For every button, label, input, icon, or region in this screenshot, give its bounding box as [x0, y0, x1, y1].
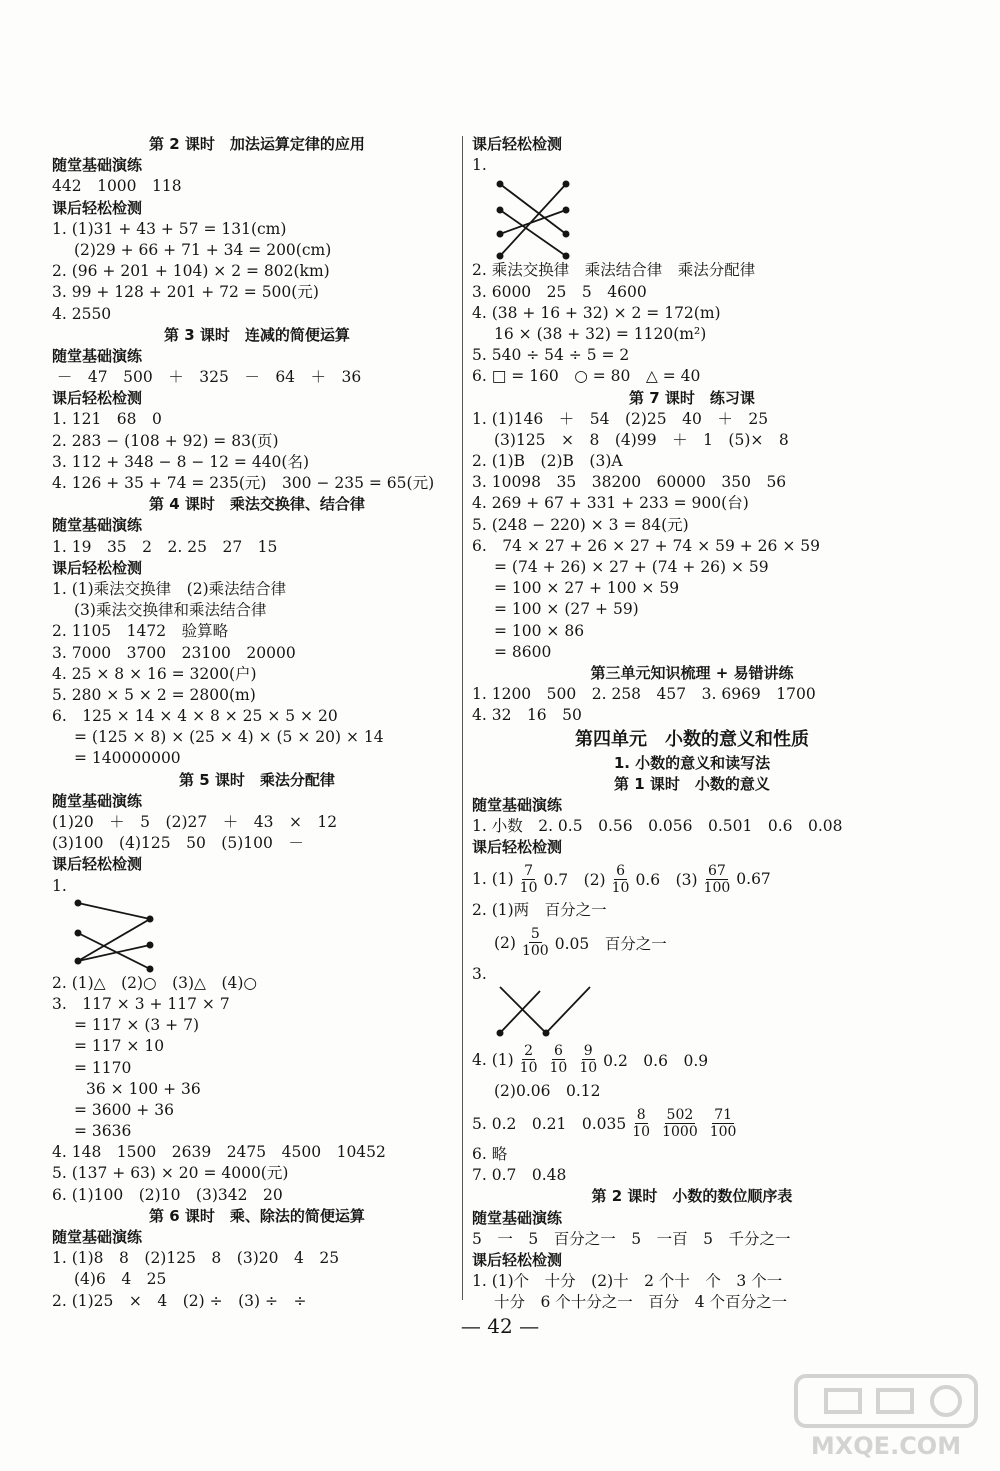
diagram-line: [500, 184, 566, 256]
numerator: 6: [553, 1043, 563, 1060]
answer-line: 6. 74 × 27 + 26 × 27 + 74 × 59 + 26 × 59: [472, 536, 820, 555]
answer-line: 5. 280 × 5 × 2 = 2800(m): [52, 685, 256, 704]
answer-line: 3. 99 + 128 + 201 + 72 = 500(元): [52, 283, 319, 302]
section-heading: 课后轻松检测: [472, 838, 563, 857]
answer-line: = (74 + 26) × 27 + (74 + 26) × 59: [494, 558, 769, 576]
answer-line: 3. 6000 25 5 4600: [472, 282, 647, 301]
answer-line: 3. 7000 3700 23100 20000: [52, 643, 296, 662]
answer-line: 2. 283 − (108 + 92) = 83(页): [52, 431, 279, 450]
diagram-line: [546, 987, 590, 1033]
answer-line: = 1170: [74, 1058, 132, 1077]
answer-line: 5 一 5 百分之一 5 一百 5 千分之一: [472, 1229, 791, 1248]
left-column: [52, 134, 462, 1312]
numerator: 71: [714, 1106, 733, 1123]
fraction: [702, 863, 733, 896]
answer-line: 1. (1)乘法交换律 (2)乘法结合律: [52, 579, 287, 598]
chapter-title: 1. 小数的意义和读写法: [613, 753, 771, 772]
section-heading: 随堂基础演练: [472, 795, 563, 814]
answer-line: [472, 1039, 912, 1081]
answer-line: 5. (248 − 220) × 3 = 84(元): [472, 515, 689, 534]
numerator: 6: [616, 862, 625, 879]
answer-line: 2. (1)25 × 4 (2) ÷ (3) ÷ ÷: [52, 1291, 307, 1310]
denominator: 10: [632, 1123, 651, 1140]
answer-line: 4. 148 1500 2639 2475 4500 10452: [52, 1143, 386, 1162]
denominator: 10: [519, 879, 538, 896]
denominator: 100: [703, 879, 731, 896]
answer-line: 1. (1)31 + 43 + 57 = 131(cm): [52, 219, 287, 238]
numerator: 2: [524, 1043, 534, 1060]
section-heading: 随堂基础演练: [52, 791, 143, 810]
answer-line: = 100 × (27 + 59): [494, 600, 639, 619]
answer-line: 4. 269 + 67 + 331 + 233 = 900(台): [472, 494, 749, 513]
answer-line: = 117 × (3 + 7): [74, 1016, 199, 1035]
answer-line: 1. (1)8 8 (2)125 8 (3)20 4 25: [52, 1249, 340, 1268]
answer-line: (3)125 × 8 (4)99 ＋ 1 (5)× 8: [494, 430, 789, 449]
fraction: [708, 1107, 739, 1140]
matching-diagram: [472, 985, 612, 1039]
numerator: 7: [524, 862, 534, 879]
diagram-line: [500, 991, 540, 1033]
answer-line: 16 × (38 + 32) = 1120(m²): [494, 324, 707, 343]
answer-line: = 140000000: [74, 749, 181, 768]
answer-line: 36 × 100 + 36: [86, 1079, 201, 1098]
numerator: 502: [666, 1106, 694, 1123]
answer-line: 3.: [472, 964, 487, 983]
fraction: [610, 863, 632, 896]
right-column: [472, 134, 912, 1314]
answer-line: 十分 6 个十分之一 百分 4 个百分之一: [494, 1293, 788, 1312]
lesson-heading: 第 1 课时 小数的意义: [614, 774, 770, 793]
answer-line: 6. 略: [472, 1145, 508, 1163]
fraction: [518, 1043, 540, 1076]
answer-text: 4. (1): [472, 1050, 514, 1069]
answer-text: (2): [494, 933, 516, 952]
matching-diagram: [52, 897, 192, 973]
denominator: 10: [549, 1060, 568, 1077]
lesson-heading: 第 7 课时 练习课: [629, 388, 755, 407]
lesson-heading: 第 2 课时 加法运算定律的应用: [149, 135, 365, 153]
answer-line: 4. 126 + 35 + 74 = 235(元) 300 − 235 = 65(元): [52, 474, 435, 492]
answer-text: 1. (1): [472, 870, 514, 889]
fraction: [577, 1043, 599, 1076]
answer-line: 2. (96 + 201 + 104) × 2 = 802(km): [52, 262, 330, 281]
answer-line: (4)6 4 25: [74, 1270, 167, 1289]
answer-line: － 47 500 ＋ 325 － 64 ＋ 36: [52, 368, 362, 387]
matching-diagram: [472, 176, 612, 260]
answer-line: (2)0.06 0.12: [494, 1081, 601, 1100]
answer-line: = (125 × 8) × (25 × 4) × (5 × 20) × 14: [74, 728, 384, 747]
fraction: [518, 863, 540, 896]
answer-text: 0.2 0.6 0.9: [603, 1051, 709, 1070]
answer-line: 2. (1)两 百分之一: [472, 901, 607, 920]
answer-line: [472, 1102, 912, 1144]
answer-line: 1. 小数 2. 0.5 0.56 0.056 0.501 0.6 0.08: [472, 817, 843, 836]
answer-line: 7. 0.7 0.48: [472, 1166, 567, 1185]
diagram-line: [500, 210, 566, 234]
fraction: [660, 1107, 700, 1140]
answer-line: [472, 858, 912, 900]
answer-line: = 3636: [74, 1122, 132, 1141]
answer-line: 1.: [472, 156, 487, 175]
section-heading: 随堂基础演练: [52, 1228, 143, 1246]
answer-line: = 100 × 27 + 100 × 59: [494, 579, 680, 598]
lesson-heading: 第 2 课时 小数的数位顺序表: [591, 1187, 793, 1206]
numerator: 67: [708, 862, 726, 879]
answer-line: [472, 922, 912, 964]
unit-title: 第四单元 小数的意义和性质: [575, 728, 809, 750]
answer-line: 6. (1)100 (2)10 (3)342 20: [52, 1185, 283, 1204]
answer-line: 5. 540 ÷ 54 ÷ 5 = 2: [472, 346, 630, 365]
section-heading: 课后轻松检测: [472, 135, 563, 153]
section-heading: 随堂基础演练: [52, 156, 143, 175]
numerator: 5: [530, 926, 540, 943]
denominator: 10: [579, 1060, 598, 1077]
denominator: 100: [521, 943, 549, 960]
answer-line: (3)乘法交换律和乘法结合律: [74, 601, 267, 620]
diagram-line: [78, 945, 150, 961]
answer-line: = 8600: [494, 642, 552, 661]
section-heading: 课后轻松检测: [52, 198, 143, 217]
answer-line: 3. 112 + 348 − 8 − 12 = 440(名): [52, 452, 310, 471]
answer-line: 1. 1200 500 2. 258 457 3. 6969 1700: [472, 685, 816, 704]
page-number: — 42 —: [460, 1314, 540, 1338]
answer-line: 6. 125 × 14 × 4 × 8 × 25 × 5 × 20: [52, 707, 338, 726]
watermark-logo: [786, 1372, 986, 1462]
answer-line: 2. (1)B (2)B (3)A: [472, 452, 623, 471]
section-heading: 随堂基础演练: [52, 516, 143, 535]
answer-line: 4. (38 + 16 + 32) × 2 = 172(m): [472, 303, 721, 322]
answer-line: 1. 19 35 2 2. 25 27 15: [52, 537, 278, 556]
answer-line: 2. 乘法交换律 乘法结合律 乘法分配律: [472, 261, 756, 280]
answer-text: 5. 0.2 0.21 0.035: [472, 1115, 627, 1133]
lesson-heading: 第三单元知识梳理 + 易错讲练: [590, 663, 794, 682]
answer-line: = 117 × 10: [74, 1037, 165, 1056]
lesson-heading: 第 6 课时 乘、除法的简便运算: [149, 1206, 365, 1225]
answer-line: 1. (1)个 十分 (2)十 2 个十 个 3 个一: [472, 1272, 783, 1291]
lesson-heading: 第 3 课时 连减的简便运算: [164, 325, 350, 344]
answer-line: (3)100 (4)125 50 (5)100 －: [52, 834, 304, 853]
answer-text: 0.67: [736, 870, 771, 889]
lesson-heading: 第 5 课时 乘法分配律: [179, 770, 335, 789]
diagram-line: [78, 919, 150, 961]
answer-line: 3. 117 × 3 + 117 × 7: [52, 994, 230, 1013]
diagram-line: [78, 933, 150, 969]
answer-line: 5. (137 + 63) × 20 = 4000(元): [52, 1164, 289, 1183]
answer-line: 4. 25 × 8 × 16 = 3200(户): [52, 664, 257, 683]
section-heading: 随堂基础演练: [472, 1208, 563, 1227]
answer-line: 442 1000 118: [52, 177, 182, 196]
watermark-text: MXQE.COM: [810, 1432, 962, 1460]
answer-line: 6. □ = 160 ○ = 80 △ = 40: [472, 367, 701, 386]
answer-line: 4. 32 16 50: [472, 706, 582, 725]
answer-line: 1. 121 68 0: [52, 410, 162, 429]
lesson-heading: 第 4 课时 乘法交换律、结合律: [149, 495, 365, 514]
numerator: 9: [583, 1043, 593, 1060]
section-heading: 课后轻松检测: [472, 1250, 563, 1269]
fraction: [548, 1043, 570, 1076]
diagram-line: [500, 210, 566, 256]
denominator: 100: [709, 1123, 737, 1140]
answer-line: = 3600 + 36: [74, 1100, 174, 1119]
answer-text: 0.6 (3): [635, 871, 698, 890]
denominator: 10: [611, 879, 630, 896]
answer-line: (1)20 ＋ 5 (2)27 ＋ 43 × 12: [52, 813, 338, 831]
answer-line: 1. (1)146 ＋ 54 (2)25 40 ＋ 25: [472, 409, 769, 428]
fraction: [630, 1107, 652, 1140]
answer-line: 2. 1105 1472 验算略: [52, 622, 229, 641]
answer-line: 1.: [52, 876, 67, 895]
answer-line: = 100 × 86: [494, 621, 585, 640]
fraction: [520, 926, 551, 959]
answer-text: 0.7 (2): [543, 871, 606, 890]
section-heading: 课后轻松检测: [52, 855, 143, 874]
section-heading: 随堂基础演练: [52, 346, 143, 365]
answer-line: 3. 10098 35 38200 60000 350 56: [472, 473, 787, 492]
diagram-line: [500, 184, 566, 234]
diagram-line: [78, 903, 150, 919]
answer-line: 2. (1)△ (2)○ (3)△ (4)○: [52, 973, 257, 992]
denominator: 1000: [662, 1123, 698, 1140]
answer-line: 4. 2550: [52, 304, 112, 323]
column-divider: [462, 136, 463, 1300]
answer-line: (2)29 + 66 + 71 + 34 = 200(cm): [74, 240, 332, 259]
numerator: 8: [636, 1106, 646, 1123]
answer-text: 0.05 百分之一: [554, 934, 667, 953]
section-heading: 课后轻松检测: [52, 389, 143, 408]
denominator: 10: [519, 1060, 538, 1077]
section-heading: 课后轻松检测: [52, 558, 143, 577]
